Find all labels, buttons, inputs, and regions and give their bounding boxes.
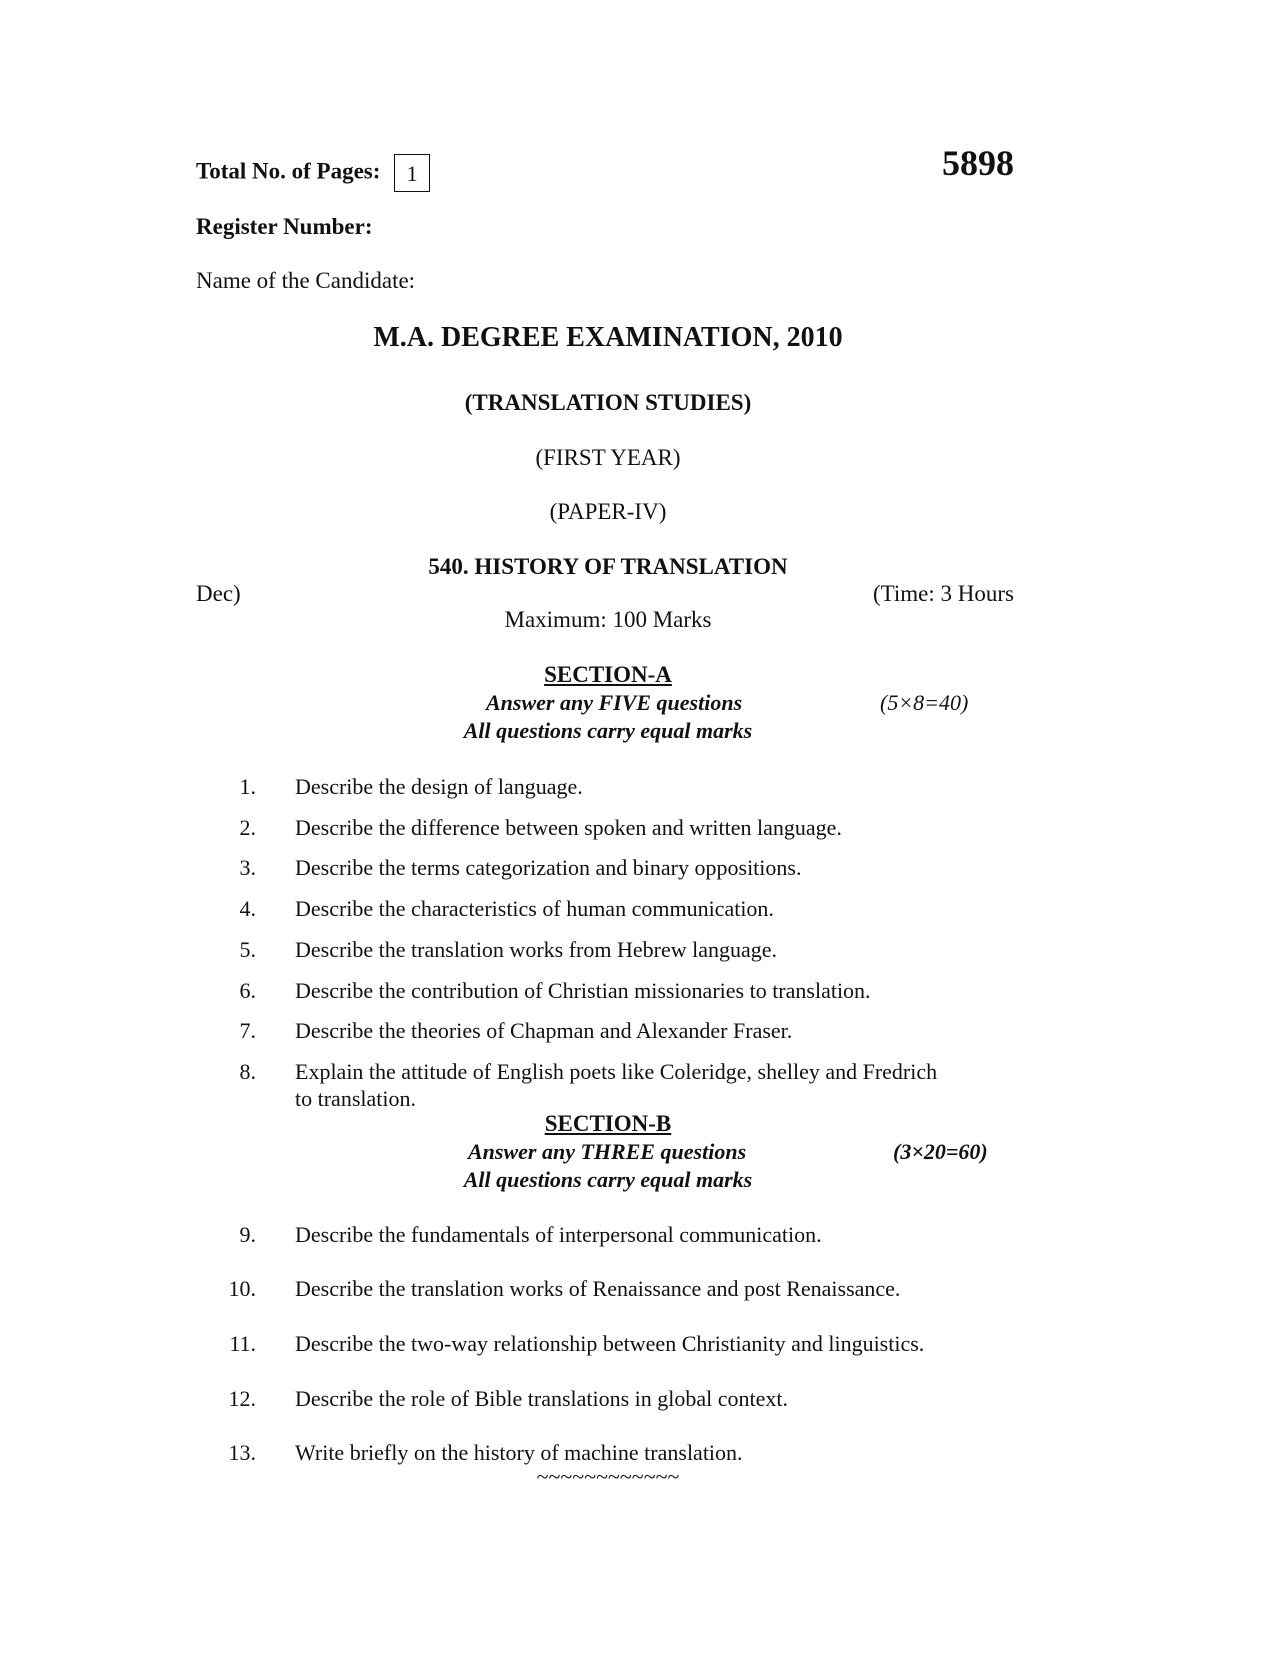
question-text: Describe the role of Bible translations in global context. bbox=[295, 1386, 789, 1411]
question-text: Describe the contribution of Christian missionaries to translation. bbox=[295, 978, 871, 1003]
question-text: Describe the translation works of Renaissance and post Renaissance. bbox=[295, 1276, 901, 1301]
question-number: 7. bbox=[239, 1018, 256, 1043]
question-number: 10. bbox=[228, 1276, 256, 1301]
section-b-instruction: Answer any THREE questions bbox=[468, 1139, 747, 1164]
section-a-heading: SECTION-A bbox=[544, 662, 672, 687]
total-pages-line bbox=[196, 154, 430, 192]
question-text-continued: to translation. bbox=[295, 1086, 416, 1111]
question-number: 12. bbox=[228, 1386, 256, 1411]
question-text: Describe the fundamentals of interpersonal communication. bbox=[295, 1222, 822, 1247]
section-b-note: All questions carry equal marks bbox=[463, 1167, 753, 1192]
question-text: Describe the theories of Chapman and Alexander Fraser. bbox=[295, 1018, 793, 1043]
question-number: 6. bbox=[239, 978, 256, 1003]
question-text: Describe the translation works from Hebrew language. bbox=[295, 937, 778, 962]
question-number: 8. bbox=[239, 1059, 256, 1084]
section-a-marks: (5×8=40) bbox=[880, 690, 969, 715]
total-pages-box: 1 bbox=[394, 154, 430, 192]
question-number: 13. bbox=[228, 1440, 256, 1465]
question-text: Write briefly on the history of machine translation. bbox=[295, 1440, 743, 1465]
exam-title: M.A. DEGREE EXAMINATION, 2010 bbox=[373, 322, 843, 353]
question-number: 3. bbox=[239, 855, 256, 880]
question-number: 9. bbox=[239, 1222, 256, 1247]
question-number: 11. bbox=[229, 1331, 256, 1356]
total-pages-label: Total No. of Pages: bbox=[196, 158, 381, 184]
session-label: Dec) bbox=[196, 581, 241, 606]
year-label: (FIRST YEAR) bbox=[535, 445, 681, 470]
question-text: Describe the design of language. bbox=[295, 774, 583, 799]
question-number: 2. bbox=[239, 815, 256, 840]
section-a-instruction: Answer any FIVE questions bbox=[486, 690, 743, 715]
end-of-paper-mark: ~~~~~~~~~~~~ bbox=[536, 1464, 680, 1489]
question-text: Describe the characteristics of human communication. bbox=[295, 896, 774, 921]
section-a-note: All questions carry equal marks bbox=[463, 718, 753, 743]
course-title: 540. HISTORY OF TRANSLATION bbox=[428, 554, 788, 579]
candidate-name-label: Name of the Candidate: bbox=[196, 268, 416, 293]
subject-title: (TRANSLATION STUDIES) bbox=[464, 390, 752, 415]
question-number: 1. bbox=[239, 774, 256, 799]
question-text: Describe the difference between spoken and written language. bbox=[295, 815, 842, 840]
max-marks-label: Maximum: 100 Marks bbox=[504, 607, 712, 632]
time-label: (Time: 3 Hours bbox=[873, 581, 1014, 606]
question-text: Describe the two-way relationship between Christianity and linguistics. bbox=[295, 1331, 925, 1356]
paper-code: 5898 bbox=[942, 143, 1014, 183]
register-number-label: Register Number: bbox=[196, 214, 373, 239]
section-b-heading: SECTION-B bbox=[544, 1111, 672, 1136]
paper-label: (PAPER-IV) bbox=[549, 499, 667, 524]
question-text: Describe the terms categorization and binary oppositions. bbox=[295, 855, 802, 880]
question-text: Explain the attitude of English poets like Coleridge, shelley and Fredrich bbox=[295, 1059, 938, 1084]
section-b-marks: (3×20=60) bbox=[893, 1139, 988, 1164]
question-number: 4. bbox=[239, 896, 256, 921]
question-number: 5. bbox=[239, 937, 256, 962]
